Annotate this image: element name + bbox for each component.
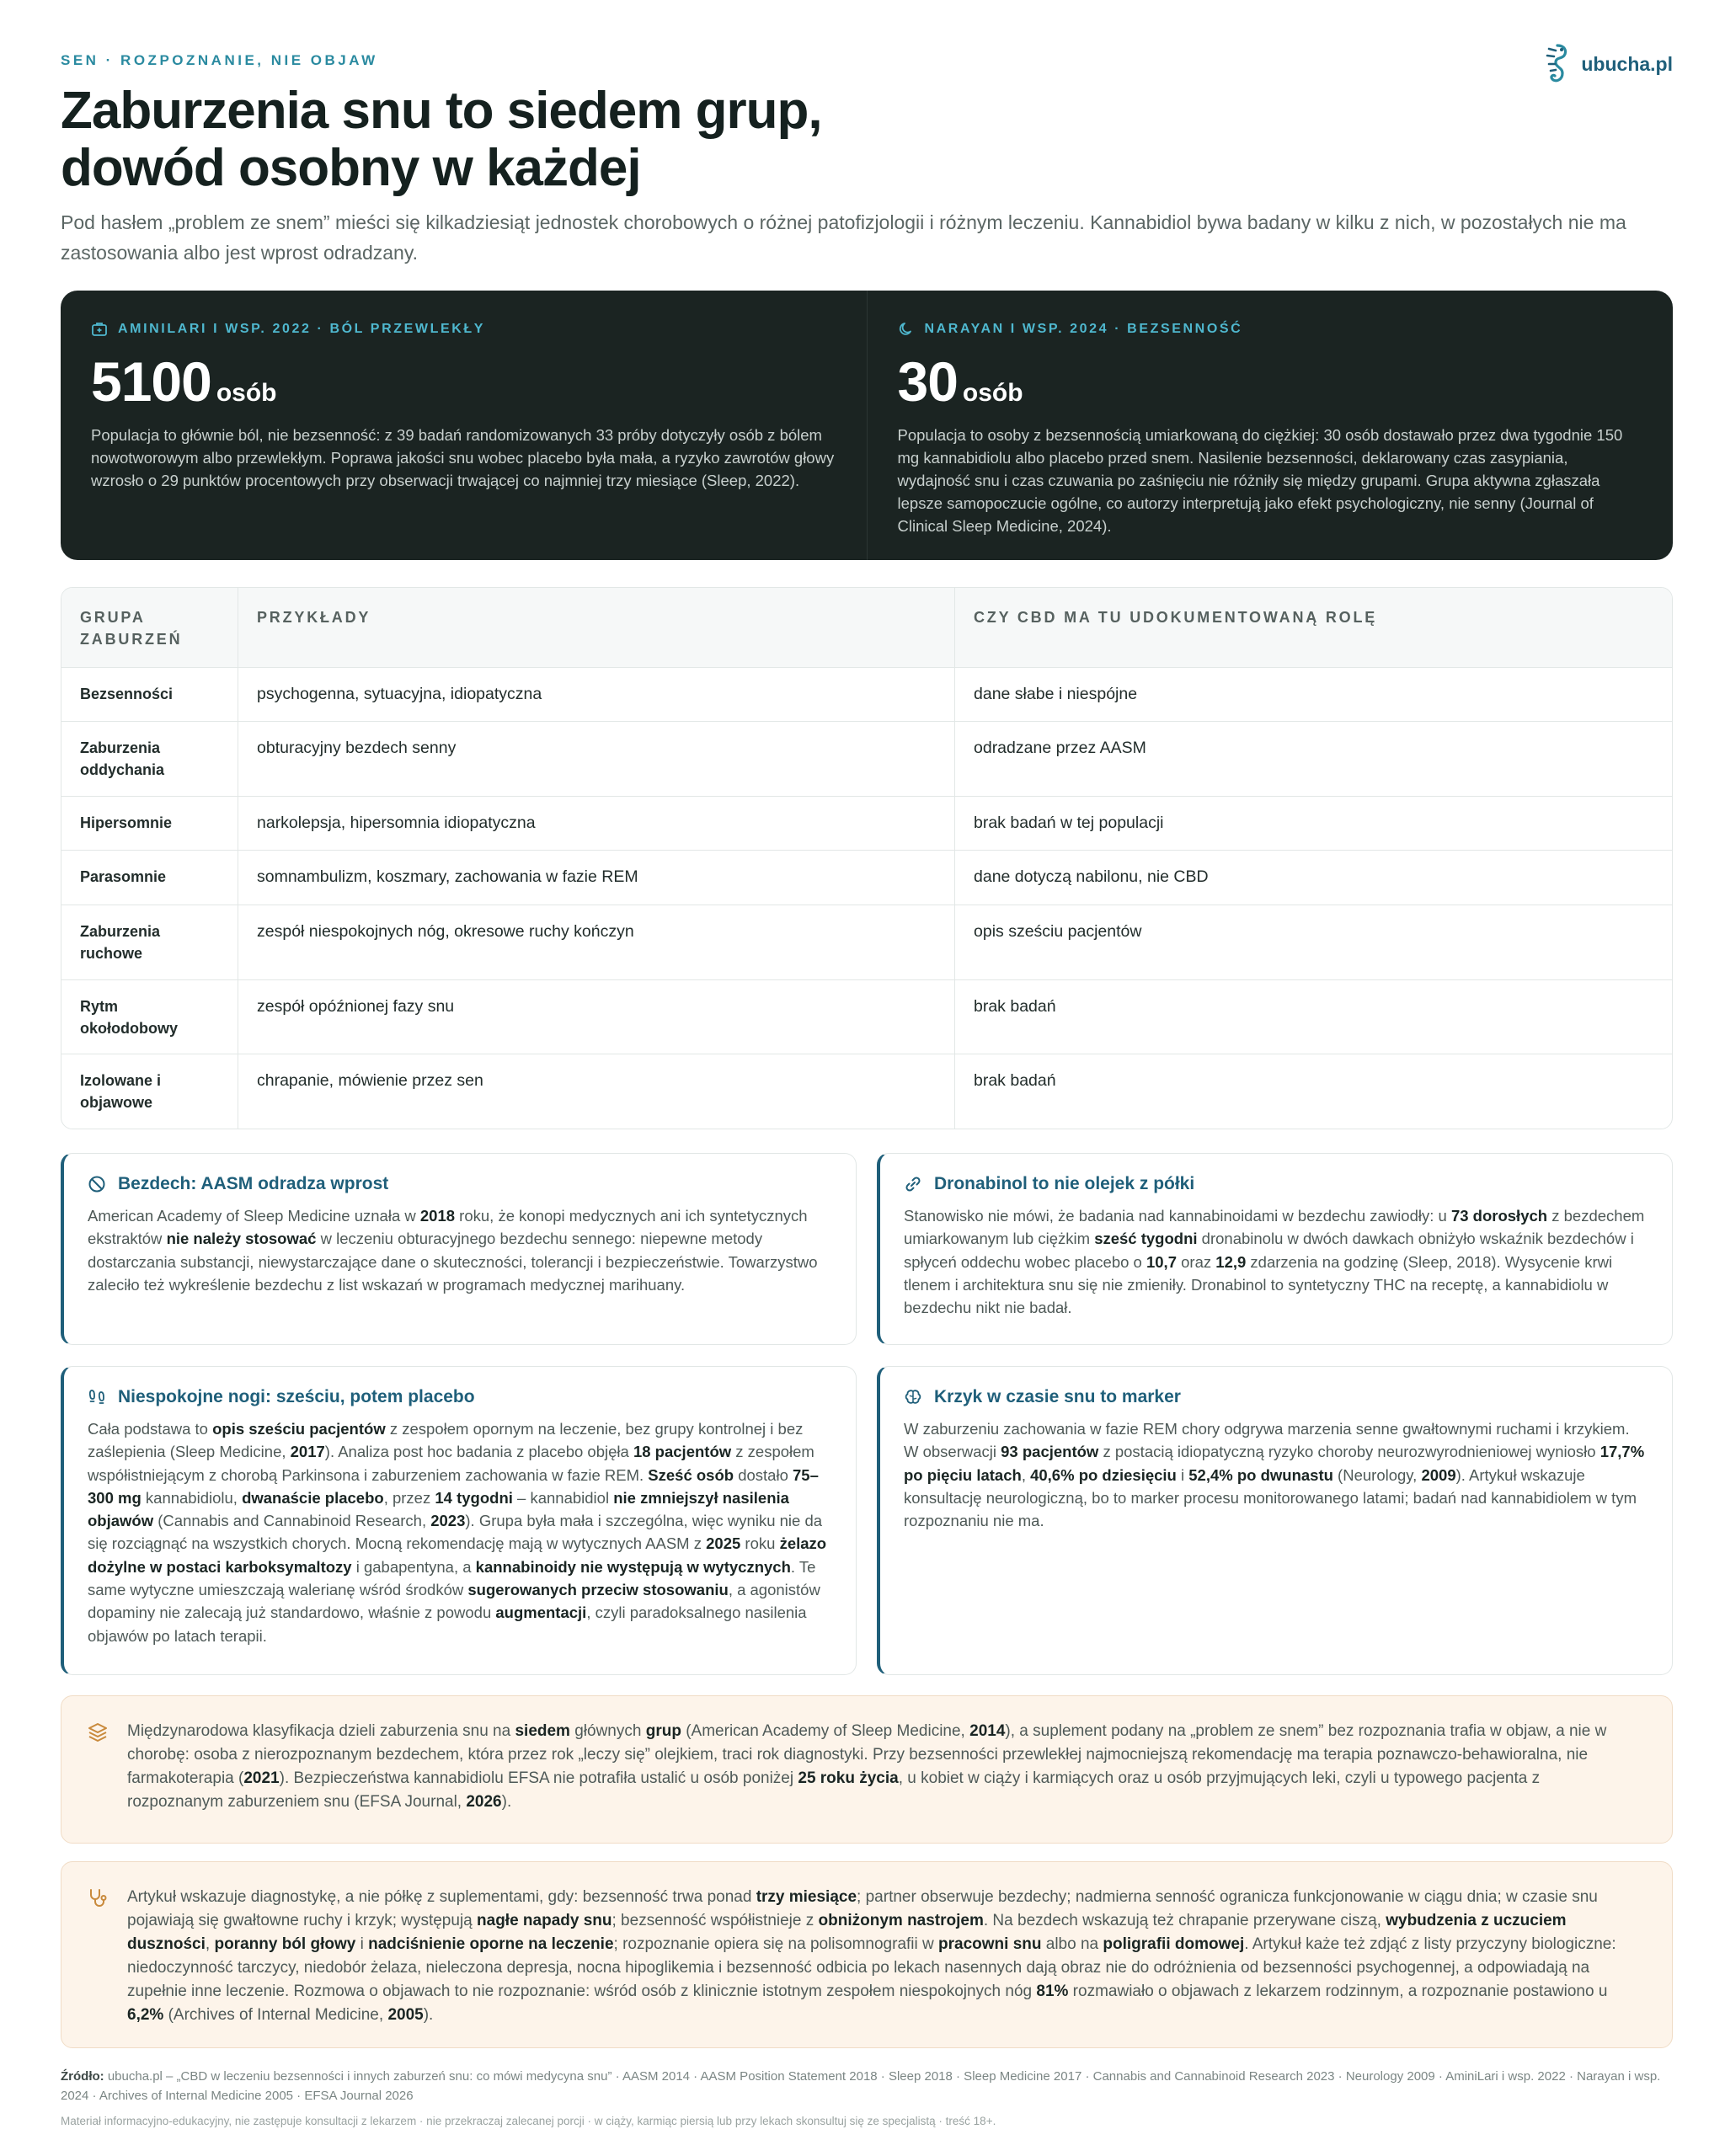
site-logo[interactable]	[1539, 42, 1673, 86]
source-text: ubucha.pl – „CBD w leczeniu bezsenności i innych zaburzeń snu: co mówi medycyna snu” · AASM 2014 · AASM Position Statement 2018 · Sleep 2018 · Sleep Medicine 2017 · Cannabis and Cannabinoid Research 2023 · Neurology 2009 · AminiLari i wsp. 2022 · Narayan i wsp. 2024 · Archives of Internal Medicine 2005 · EFSA Journal 2026	[61, 2069, 1661, 2103]
card-body: Stanowisko nie mówi, że badania nad kannabinoidami w bezdechu zawiodły: u 73 dorosłych z bezdechem umiarkowanym lub ciężkim sześć tygodni dronabinolu w dwóch dawkach obniżyło wskaźnik bezdechów i spłyceń oddechu wobec placebo o 10,7 oraz 12,9 zdarzenia na godzinę (Sleep, 2018). Wysycenie krwi tlenem i architektura snu się nie zmieniły. Dronabinol to syntetyczny THC na receptę, a kannabidiolu w bezdechu nikt nie badał.	[904, 1207, 1645, 1317]
cell-group: Parasomnie	[61, 851, 238, 905]
table-row	[61, 979, 1672, 1054]
footprints-icon	[88, 1388, 106, 1406]
card-title	[904, 1174, 1648, 1194]
card-body: American Academy of Sleep Medicine uznała w 2018 roku, że konopi medycznych ani ich syntetycznych ekstraktów nie należy stosować w leczeniu obturacyjnego bezdechu sennego: niepewne metody dostarczania substancji, niewystarczające dane o skuteczności, tolerancji i bezpieczeństwie. Towarzystwo zaleciło też wykreślenie bezdechu z list wskazań w programach medycznej marihuany.	[88, 1207, 818, 1294]
cell-cbd-role: opis sześciu pacjentów	[974, 922, 1142, 941]
table-header-row	[61, 588, 1672, 667]
cell-examples: narkolepsja, hipersomnia idiopatyczna	[238, 797, 955, 850]
card-title-text: Krzyk w czasie snu to marker	[934, 1387, 1181, 1406]
title-line-2: dowód osobny w każdej	[61, 139, 641, 197]
link-icon	[904, 1175, 922, 1193]
stat-value	[898, 351, 1643, 412]
cell-cbd-role: brak badań	[974, 997, 1056, 1016]
page-title	[61, 83, 1156, 197]
disclaimer: Materiał informacyjno-edukacyjny, nie zastępuje konsultacji z lekarzem · nie przekraczaj zalecanej porcji · w ciąży, karmiąc piersią lub przy lekach skonsultuj się ze specjalistą · treść 18+.	[61, 2115, 996, 2127]
cell-group: Rytm okołodobowy	[61, 980, 238, 1054]
stat-unit: osób	[216, 379, 277, 407]
card-title	[904, 1387, 1648, 1407]
table-row	[61, 1054, 1672, 1129]
stat-narayan	[867, 291, 1674, 560]
card-body: W zaburzeniu zachowania w fazie REM chory odgrywa marzenia senne gwałtownymi ruchami i krzykiem. W obserwacji 93 pacjentów z postacią idiopatyczną ryzyko choroby neurozwyrodnieniowej wyniosło 17,7% po pięciu latach, 40,6% po dziesięciu i 52,4% po dwunastu (Neurology, 2009). Artykuł wskazuje konsultację neurologiczną, bo to marker procesu monitorowanego latami; badań nad kannabidiolem w tym rozpoznaniu nie ma.	[904, 1420, 1645, 1530]
table-row	[61, 796, 1672, 850]
card-title-text: Niespokojne nogi: sześciu, potem placebo	[118, 1387, 475, 1406]
cell-group: Izolowane i objawowe	[61, 1054, 238, 1129]
cell-cbd-role: dane słabe i niespójne	[974, 685, 1138, 703]
cell-examples: psychogenna, sytuacyjna, idiopatyczna	[238, 668, 955, 721]
card-restless-legs	[61, 1366, 857, 1675]
cell-group: Bezsenności	[61, 668, 238, 721]
cell-cbd-role: odradzane przez AASM	[974, 739, 1146, 757]
card-title	[88, 1387, 832, 1407]
header-examples: PRZYKŁADY	[238, 588, 955, 667]
title-line-1: Zaburzenia snu to siedem grup,	[61, 82, 822, 140]
card-body: Cała podstawa to opis sześciu pacjentów z zespołem opornym na leczenie, bez grupy kontrolnej i bez zaślepienia (Sleep Medicine, 2017). Analiza post hoc badania z placebo objęła 18 pacjentów z zespołem współistniejącym z chorobą Parkinsona i zaburzeniem zachowania w fazie REM. Sześć osób dostało 75–300 mg kannabidiolu, dwanaście placebo, przez 14 tygodni – kannabidiol nie zmniejszył nasilenia objawów (Cannabis and Cannabinoid Research, 2023). Grupa była mała i szczególna, więc wyniku nie da się rozciągnąć na wszystkich chorych. Mocną rekomendację mają w wytycznych AASM z 2025 roku żelazo dożylne w postaci karboksymaltozy i gabapentyna, a kannabinoidy nie występują w wytycznych. Te same wytyczne umieszczają walerianę wśród środków sugerowanych przeciw stosowaniu, a agonistów dopaminy nie zalecają już standardowo, właśnie z powodu augmentacji, czyli paradoksalnego nasilenia objawów po latach terapii.	[88, 1420, 827, 1645]
note-classification	[61, 1695, 1673, 1844]
cell-cbd-role: brak badań w tej populacji	[974, 814, 1164, 832]
lead-paragraph: Pod hasłem „problem ze snem” mieści się kilkadziesiąt jednostek chorobowych o różnej patofizjologii i różnym leczeniu. Kannabidiol bywa badany w kilku z nich, w pozostałych nie ma zastosowania albo jest wprost odradzany.	[61, 211, 1626, 264]
cell-cbd-role: dane dotyczą nabilonu, nie CBD	[974, 867, 1209, 886]
cell-group: Zaburzenia oddychania	[61, 722, 238, 796]
card-title-text: Bezdech: AASM odradza wprost	[118, 1174, 389, 1193]
seahorse-logo-icon	[1539, 42, 1573, 86]
note-body: Międzynarodowa klasyfikacja dzieli zaburzenia snu na siedem głównych grup (American Academy of Sleep Medicine, 2014), a suplement podany na „problem ze snem” bez rozpoznania trafia w objaw, a nie w chorobę: osoba z nierozpoznanym bezdechem, która przez rok „leczy się” olejkiem, traci rok diagnostyki. Przy bezsenności przewlekłej najmocniejszą rekomendację ma terapia poznawczo-behawioralna, nie farmakoterapia (2021). Bezpieczeństwa kannabidiolu EFSA nie potrafiła ustalić u osób poniżej 25 roku życia, u kobiet w ciąży i karmiących oraz u osób przyjmujących leki, czyli u typowego pacjenta z rozpoznanym zaburzeniem snu (EFSA Journal, 2026).	[127, 1722, 1607, 1811]
brain-icon	[904, 1388, 922, 1406]
table-row	[61, 721, 1672, 796]
card-rem-behavior	[877, 1366, 1673, 1675]
cell-examples: zespół niespokojnych nóg, okresowe ruchy kończyn	[238, 905, 955, 979]
stat-description: Populacja to osoby z bezsennością umiarkowaną do ciężkiej: 30 osób dostawało przez dwa tygodnie 150 mg kannabidiolu albo placebo przed snem. Nasilenie bezsenności, deklarowany czas zasypiania, wydajność snu i czas czuwania po zaśnięciu nie różniły się między grupami. Grupa aktywna zgłaszała lepsze samopoczucie ogólne, co autorzy interpretują jako efekt psychologiczny, nie senny (Journal of Clinical Sleep Medicine, 2024).	[897, 426, 1623, 535]
stat-label	[91, 321, 836, 338]
stat-unit: osób	[962, 379, 1023, 407]
cell-group: Hipersomnie	[61, 797, 238, 850]
stat-value	[91, 351, 836, 412]
cell-examples: obturacyjny bezdech senny	[238, 722, 955, 796]
card-title	[88, 1174, 832, 1194]
note-body: Artykuł wskazuje diagnostykę, a nie półkę z suplementami, gdy: bezsenność trwa ponad trzy miesiące; partner obserwuje bezdechy; nadmierna senność ogranicza funkcjonowanie w ciągu dnia; w czasie snu pojawiają się gwałtowne ruchy i krzyk; występują nagłe napady snu; bezsenność współistnieje z obniżonym nastrojem. Na bezdech wskazują też chrapanie przerywane ciszą, wybudzenia z uczuciem duszności, poranny ból głowy i nadciśnienie oporne na leczenie; rozpoznanie opiera się na polisomnografii w pracowni snu albo na poligrafii domowej. Artykuł każe też zdjąć z listy przyczyny biologiczne: niedoczynność tarczycy, niedobór żelaza, nieleczona depresja, nocna hipoglikemia i bezsenność odbicia po lekach nasennych dają obraz nie do odróżnienia od bezsenności psychogennej, a odpowiadają na zupełnie inne leczenie. Rozmowa o objawach to nie rozpoznanie: wśród osób z klinicznie istotnym zespołem niespokojnych nóg 81% rozmawiało o objawach z lekarzem rodzinnym, a rozpoznanie postawiono u 6,2% (Archives of Internal Medicine, 2005).	[127, 1888, 1616, 2024]
table-row	[61, 905, 1672, 979]
stat-label-text: AMINILARI I WSP. 2022 · BÓL PRZEWLEKŁY	[118, 322, 486, 336]
kicker: SEN · ROZPOZNANIE, NIE OBJAW	[61, 52, 378, 68]
card-title-text: Dronabinol to nie olejek z półki	[934, 1174, 1195, 1193]
note-diagnostics	[61, 1861, 1673, 2048]
logo-text: ubucha.pl	[1581, 52, 1673, 75]
layers-icon	[87, 1721, 109, 1743]
table-row	[61, 850, 1672, 905]
card-dronabinol	[877, 1153, 1673, 1345]
stat-label	[898, 321, 1643, 338]
header-group: GRUPA ZABURZEŃ	[61, 588, 238, 667]
disorders-table	[61, 587, 1673, 1129]
cell-examples: chrapanie, mówienie przez sen	[238, 1054, 955, 1129]
moon-icon	[898, 321, 915, 338]
sources	[61, 2067, 1661, 2105]
cell-cbd-role: brak badań	[974, 1071, 1056, 1090]
stat-number: 5100	[91, 350, 211, 413]
stat-label-text: NARAYAN I WSP. 2024 · BEZSENNOŚĆ	[924, 322, 1243, 336]
briefcase-medical-icon	[91, 321, 108, 338]
header-cbd-role: CZY CBD MA TU UDOKUMENTOWANĄ ROLĘ	[974, 609, 1378, 626]
stat-description: Populacja to głównie ból, nie bezsenność: z 39 badań randomizowanych 33 próby dotyczyły osób z bólem nowotworowym albo przewlekłym. Poprawa jakości snu wobec placebo była mała, a ryzyko zawrotów głowy wzrosło o 29 punktów procentowych przy obserwacji trwającej co najmniej trzy miesiące (Sleep, 2022).	[91, 426, 835, 489]
source-label: Źródło:	[61, 2069, 104, 2084]
table-row	[61, 667, 1672, 721]
stats-panel	[61, 291, 1673, 560]
cell-group: Zaburzenia ruchowe	[61, 905, 238, 979]
ban-icon	[88, 1175, 106, 1193]
cell-examples: zespół opóźnionej fazy snu	[238, 980, 955, 1054]
stethoscope-icon	[87, 1887, 109, 1909]
card-apnea	[61, 1153, 857, 1345]
stat-number: 30	[897, 350, 958, 413]
cell-examples: somnambulizm, koszmary, zachowania w fazie REM	[238, 851, 955, 905]
stat-aminilari	[61, 291, 867, 560]
